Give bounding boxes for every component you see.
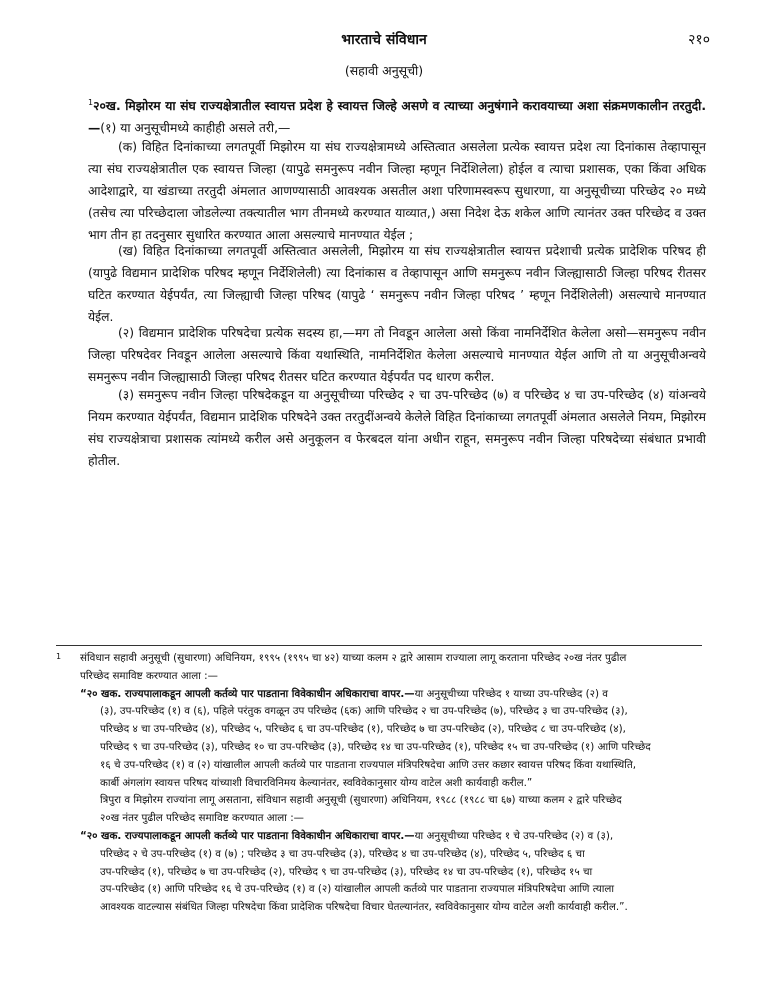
- footnote-line-text: संविधान सहावी अनुसूची (सुधारणा) अधिनियम, १९९५ (१९९५ चा ४२) याच्या कलम २ द्वारे आसाम राज्याला लागू करताना परिच्छेद २०ख नंतर पुढील: [80, 652, 627, 664]
- footnote-line-text: (३), उप-परिच्छेद (१) व (६), पहिले परंतुक वगळून उप परिच्छेद (६क) आणि परिच्छेद २ चा उप-परिच्छेद (७), परिच्छेद ३ चा उप-परिच्छेद (३),: [100, 705, 628, 718]
- footnote-line-text: या अनुसूचीच्या परिच्छेद १ याच्या उप-परिच्छेद (२) व: [414, 687, 609, 700]
- footnote-line: [80, 686, 608, 704]
- section-heading-paragraph: [88, 92, 706, 139]
- subsection-3: (३) समनुरूप नवीन जिल्हा परिषदेकडून या अनुसूचीच्या परिच्छेद २ चा उप-परिच्छेद (७) व परिच्छेद ४ चा उप-परिच्छेद (४) यांअन्वये नियम करण्यात येईपर्यंत, विद्यमान प्रादेशिक परिषदेने उक्त तरतुदींअन्वये केलेले विहित दिनांकाच्या लगतपूर्वी अंमलात असलेले नियम, मिझोरम संघ राज्यक्षेत्राचा प्रशासक त्यांमध्ये करील असे अनुकूलन व फेरबदल यांना अधीन राहून, समनुरूप नवीन जिल्हा परिषदेच्या संबंधात प्रभावी होतील.: [88, 388, 706, 468]
- footnote-line-text: त्रिपुरा व मिझोरम राज्यांना लागू असताना, संविधान सहावी अनुसूची (सुधारणा) अधिनियम, १९८८ (१९८८ चा ६७) याच्या कलम २ द्वारे परिच्छेद: [100, 794, 622, 807]
- footnote-line-text: आवश्यक वाटल्यास संबंधित जिल्हा परिषदेचा किंवा प्रादेशिक परिषदेचा विचार घेतल्यानंतर, स्वविवेकानुसार योग्य वाटेल अशी कार्यवाही करील.”.: [100, 901, 628, 914]
- footnote-line: [100, 792, 622, 810]
- footnote-divider: [56, 645, 702, 646]
- schedule-label: (सहावी अनुसूची): [344, 63, 424, 78]
- footnote-quote-heading: “२० खक. राज्यपालाकडून आपली कर्तव्ये पार पाडताना विवेकाधीन अधिकाराचा वापर.—: [80, 830, 415, 842]
- footnote-line: [100, 739, 651, 757]
- footnote-line-text: १६ चे उप-परिच्छेद (१) व (२) यांखालील आपली कर्तव्ये पार पाडताना राज्यपाल मंत्रिपरिषदेचा आणि उत्तर कछार स्वायत्त परिषद किंवा यथास्थिति,: [100, 758, 637, 771]
- page-number: २१०: [688, 32, 710, 48]
- footnote-line: [80, 828, 613, 846]
- footnote-line-text: कार्बी अंगलांग स्वायत्त परिषद यांच्याशी विचारविनिमय केल्यानंतर, स्वविवेकानुसार योग्य वाटेल अशी कार्यवाही करील.”: [100, 776, 533, 789]
- footnote-line: [100, 864, 592, 882]
- footnote-block: [56, 650, 706, 920]
- footnote-marker: 1: [88, 98, 94, 107]
- footnote-line-text: परिच्छेद ९ चा उप-परिच्छेद (३), परिच्छेद १० चा उप-परिच्छेद (३), परिच्छेद १४ चा उप-परिच्छेद (१), परिच्छेद १५ चा उप-परिच्छेद (१) आणि परिच्छेद: [100, 741, 651, 753]
- footnote-line-text: उप-परिच्छेद (१), परिच्छेद ७ चा उप-परिच्छेद (२), परिच्छेद ९ चा उप-परिच्छेद (३), परिच्छेद १४ चा उप-परिच्छेद (१), परिच्छेद १५ चा: [100, 865, 593, 878]
- footnote-line: [100, 810, 304, 828]
- footnote-line-text: परिच्छेद ४ चा उप-परिच्छेद (४), परिच्छेद ५, परिच्छेद ६ चा उप-परिच्छेद (१), परिच्छेद ७ चा उप-परिच्छेद (२), परिच्छेद ८ चा उप-परिच्छेद (४),: [100, 723, 626, 736]
- section-intro: (१) या अनुसूचीमध्ये काहीही असले तरी,—: [100, 121, 291, 135]
- footnote-line-text: उप-परिच्छेद (१) आणि परिच्छेद १६ चे उप-परिच्छेद (१) व (२) यांखालील आपली कर्तव्ये पार पाडताना राज्यपाल मंत्रिपरिषदेचा आणि त्याला: [100, 883, 615, 896]
- footnote-line: [100, 846, 585, 864]
- footnote-line: [100, 775, 532, 793]
- footnote-line: [100, 881, 614, 899]
- footnote-line: [100, 703, 628, 721]
- subsection-2: (२) विद्यमान प्रादेशिक परिषदेचा प्रत्येक सदस्य हा,—मग तो निवडून आलेला असो किंवा नामनिर्देशित केलेला असो—समनुरूप नवीन जिल्हा परिषदेवर निवडून आलेला असल्याचे किंवा यथास्थिति, नामनिर्देशित केलेला असल्याचे मानण्यात येईल आणि तो या अनुसूचीअन्वये समनुरूप नवीन जिल्ह्यासाठी जिल्हा परिषद रीतसर घटित करण्यात येईपर्यंत पद धारण करील.: [88, 326, 706, 384]
- footnote-line: [80, 650, 626, 668]
- footnote-line: [100, 721, 626, 739]
- footnote-line-text: परिच्छेद समाविष्ट करण्यात आला :—: [80, 669, 218, 682]
- footnote-line-text: २०ख नंतर पुढील परिच्छेद समाविष्ट करण्यात आला :—: [100, 812, 304, 825]
- page-title: भारताचे संविधान: [341, 32, 427, 48]
- footnote-line: [80, 668, 218, 686]
- footnote-quote-heading: “२० खक. राज्यपालाकडून आपली कर्तव्ये पार पाडताना विवेकाधीन अधिकाराचा वापर.—: [80, 687, 415, 700]
- footnote-marker: 1: [56, 652, 62, 661]
- clause-kh: (ख) विहित दिनांकाच्या लगतपूर्वी अस्तित्वात असलेली, मिझोरम या संघ राज्यक्षेत्रातील स्वायत्त प्रदेशाची प्रत्येक प्रादेशिक परिषद ही (यापुढे विद्यमान प्रादेशिक परिषद म्हणून निर्देशिलेली) त्या दिनांकास व तेव्हापासून आणि समनुरूप नवीन जिल्ह्यासाठी जिल्हा परिषद रीतसर घटित करण्यात येईपर्यंत, त्या जिल्ह्याची जिल्हा परिषद (यापुढे ‘ समनुरूप नवीन जिल्हा परिषद ’ म्हणून निर्देशिलेली) असल्याचे मानण्यात येईल.: [88, 244, 706, 324]
- footnote-line-text: या अनुसूचीच्या परिच्छेद १ चे उप-परिच्छेद (२) व (३),: [414, 830, 614, 842]
- footnote-line: [100, 757, 636, 775]
- clause-k: (क) विहित दिनांकाच्या लगतपूर्वी मिझोरम या संघ राज्यक्षेत्रामध्ये अस्तित्वात असलेला प्रत्येक स्वायत्त प्रदेश त्या दिनांकास तेव्हापासून त्या संघ राज्यक्षेत्रातील एक स्वायत्त जिल्हा (यापुढे समनुरूप नवीन जिल्हा म्हणून निर्देशिलेला) होईल व त्याचा प्रशासक, एका किंवा अधिक आदेशाद्वारे, या खंडाच्या तरतुदी अंमलात आणण्यासाठी आवश्यक असतील अशा परिणामस्वरूप सुधारणा, या अनुसूचीच्या परिच्छेद २० मध्ये (तसेच त्या परिच्छेदाला जोडलेल्या तक्त्यातील भाग तीनमध्ये करण्यात याव्यात,) असा निदेश देऊ शकेल आणि त्यानंतर उक्त परिच्छेद व उक्त भाग तीन हा तदनुसार सुधारित करण्यात आला असल्याचे मानण्यात येईल ;: [88, 140, 706, 242]
- section-heading: २०ख. मिझोरम या संघ राज्यक्षेत्रातील स्वायत्त प्रदेश हे स्वायत्त जिल्हे असणे व त्याच्या अनुषंगाने करावयाच्या अशा संक्रमणकालीन तरतुदी.—: [88, 99, 706, 135]
- footnote-line: [100, 899, 628, 917]
- footnote-line-text: परिच्छेद २ चे उप-परिच्छेद (१) व (७) ; परिच्छेद ३ चा उप-परिच्छेद (३), परिच्छेद ४ चा उप-परिच्छेद (४), परिच्छेद ५, परिच्छेद ६ चा: [100, 847, 585, 860]
